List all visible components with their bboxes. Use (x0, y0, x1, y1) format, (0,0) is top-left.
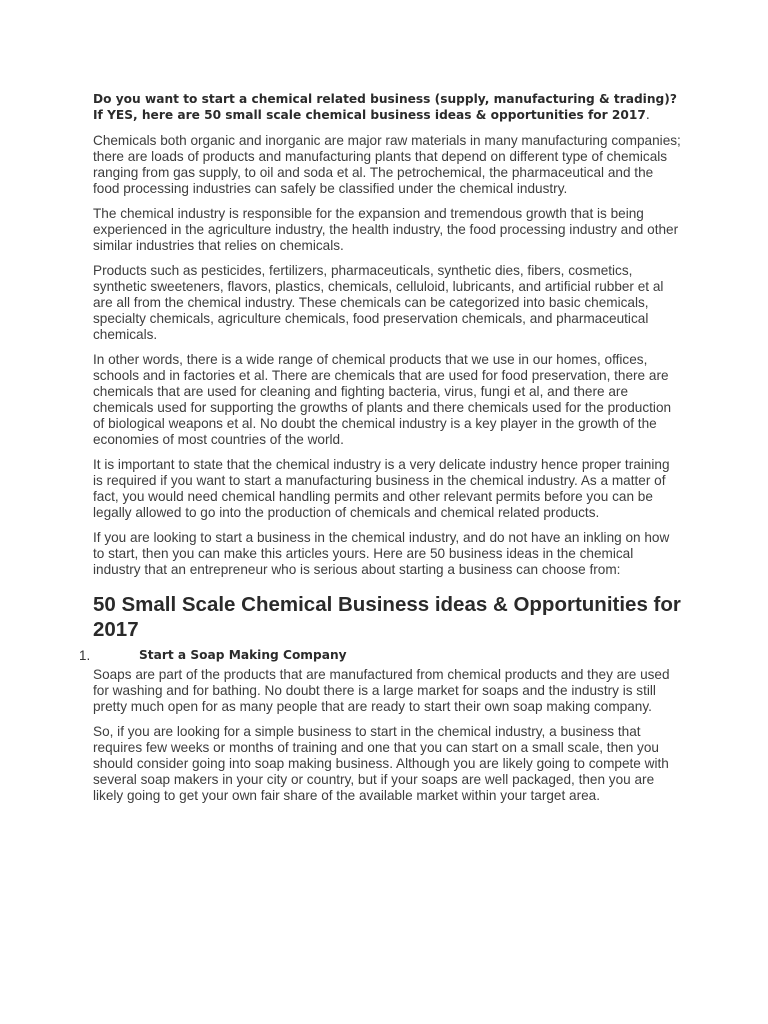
section-paragraph: Soaps are part of the products that are manufactured from chemical products and they are used for washing and for bathing. No doubt there is a large market for soaps and the industry is still pretty much open for as many people that are ready to start their own soap making company. (93, 667, 670, 714)
intro-bold-text: Do you want to start a chemical related business (supply, manufacturing & trading)? If YES, here are 50 small scale chemical business ideas & opportunities for 2017 (93, 92, 677, 122)
body-paragraph: Chemicals both organic and inorganic are major raw materials in many manufacturing companies; there are loads of products and manufacturing plants that depend on different type of chemicals ranging from gas supply, to oil and soda et al. The petrochemical, the pharmaceutical and the food processing industries can safely be classified under the chemical industry. (93, 133, 681, 196)
intro-lead (93, 91, 683, 123)
section-paragraph: So, if you are looking for a simple business to start in the chemical industry, a business that requires few weeks or months of training and one that you can start on a small scale, then you should consider going into soap making business. Although you are likely going to compete with several soap makers in your city or country, but if your soaps are well packaged, then you are likely going to get your own fair share of the available market within your target area. (93, 724, 669, 803)
body-paragraph: If you are looking to start a business in the chemical industry, and do not have an inkling on how to start, then you can make this articles yours. Here are 50 business ideas in the chemical industry that an entrepreneur who is serious about starting a business can choose from: (93, 530, 670, 577)
list-item (79, 647, 683, 665)
body-paragraph: Products such as pesticides, fertilizers, pharmaceuticals, synthetic dies, fibers, cosmetics, synthetic sweeteners, flavors, plastics, chemicals, celluloid, lubricants, and artificial rubber et al are all from the chemical industry. These chemicals can be categorized into basic chemicals, specialty chemicals, agriculture chemicals, food preservation chemicals, and pharmaceutical chemicals. (93, 263, 664, 342)
list-item-label: Start a Soap Making Company (139, 648, 347, 662)
list-item-number: 1. (79, 648, 91, 663)
intro-tail: . (645, 108, 650, 122)
document-page (79, 91, 683, 813)
body-paragraph: In other words, there is a wide range of chemical products that we use in our homes, offices, schools and in factories et al. There are chemicals that are used for food preservation, there are chemicals that are used for cleaning and fighting bacteria, virus, fungi et al, and there are chemicals used for supporting the growths of plants and there chemicals used for the production of biological weapons et al. No doubt the chemical industry is a key player in the growth of the economies of most countries of the world. (93, 352, 672, 447)
body-paragraph: The chemical industry is responsible for the expansion and tremendous growth that is being experienced in the agriculture industry, the health industry, the food processing industry and other similar industries that relies on chemicals. (93, 206, 679, 253)
body-paragraph: It is important to state that the chemical industry is a very delicate industry hence proper training is required if you want to start a manufacturing business in the chemical industry. As a matter of fact, you would need chemical handling permits and other relevant permits before you can be legally allowed to go into the production of chemicals and chemical related products. (93, 457, 670, 520)
section-heading: 50 Small Scale Chemical Business ideas & Opportunities for 2017 (93, 593, 681, 641)
